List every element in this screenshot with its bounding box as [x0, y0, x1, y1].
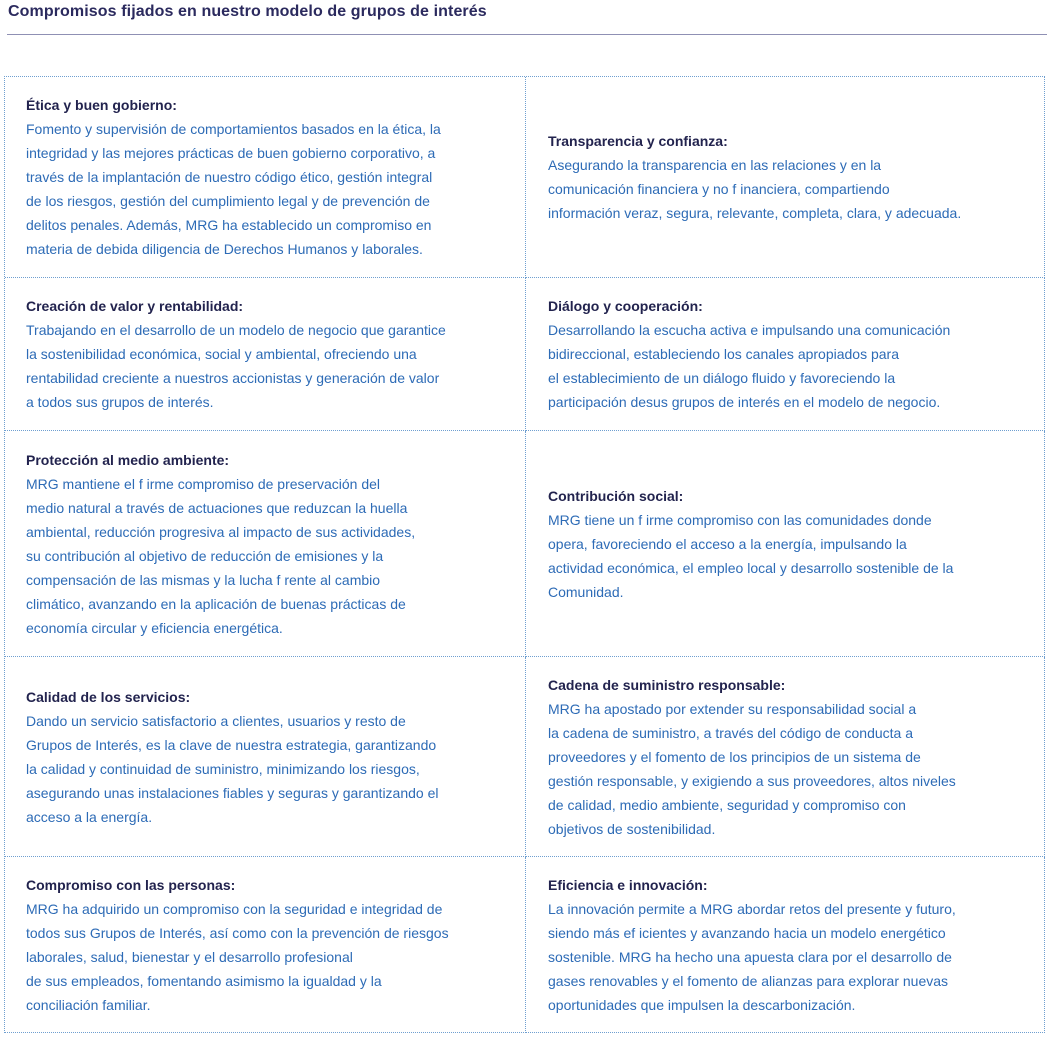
commitment-medio-ambiente: [5, 431, 526, 657]
commitments-grid: [4, 76, 1045, 1033]
commitment-text: MRG ha apostado por extender su responsabilidad social a la cadena de suministro, a través del código de conducta a proveedores y el fomento de los principios de un sistema de gestión responsable, y exigiendo a sus proveedores, altos niveles de calidad, medio ambiente, seguridad y compromiso con objetivos de sostenibilidad.: [548, 700, 956, 837]
commitment-cadena-suministro: [526, 657, 1045, 857]
commitment-heading: Transparencia y confianza:: [548, 133, 728, 149]
commitment-text: Trabajando en el desarrollo de un modelo de negocio que garantice la sostenibilidad económica, social y ambiental, ofreciendo una rentabilidad creciente a nuestros accionistas y generación de valor a todos sus grupos de interés.: [26, 322, 446, 410]
commitment-text: Asegurando la transparencia en las relaciones y en la comunicación financiera y no f inanciera, compartiendo información veraz, segura, relevante, completa, clara, y adecuada.: [548, 157, 962, 221]
commitment-heading: Cadena de suministro responsable:: [548, 676, 786, 693]
commitment-compromiso-personas: [5, 857, 526, 1033]
commitment-text: Fomento y supervisión de comportamientos basados en la ética, la integridad y las mejores prácticas de buen gobierno corporativo, a través de la implantación de nuestro código ético, gestión integral de los riesgos, gestión del cumplimiento legal y de prevención de delitos penales. Además, MRG ha establecido un compromiso en materia de debida diligencia de Derechos Humanos y laborales.: [26, 121, 441, 257]
commitment-text: Dando un servicio satisfactorio a clientes, usuarios y resto de Grupos de Interés, es la clave de nuestra estrategia, garantizando la calidad y continuidad de suministro, minimizando los riesgos, asegurando unas instalaciones fiables y seguras y garantizando el acceso a la energía.: [26, 712, 439, 825]
commitment-dialogo-cooperacion: [526, 278, 1045, 431]
commitment-text: La innovación permite a MRG abordar retos del presente y futuro, siendo más ef icientes y avanzando hacia un modelo energético sostenible. MRG ha hecho una apuesta clara por el desarrollo de gases renovables y el fomento de alianzas para explorar nuevas oportunidades que impulsen la descarbonización.: [548, 900, 956, 1013]
commitment-heading: Ética y buen gobierno:: [26, 97, 177, 113]
grid-row: [5, 657, 1045, 857]
commitment-heading: Calidad de los servicios:: [26, 688, 191, 705]
commitment-eficiencia-innovacion: [526, 857, 1045, 1033]
commitment-calidad-servicios: [5, 657, 526, 857]
commitment-text: MRG ha adquirido un compromiso con la seguridad e integridad de todos sus Grupos de Interés, así como con la prevención de riesgos laborales, salud, bienestar y el desarrollo profesional de sus empleados, fomentando asimismo la igualdad y la conciliación familiar.: [26, 900, 449, 1013]
commitment-etica-buen-gobierno: [5, 77, 526, 278]
commitment-heading: Eficiencia e innovación:: [548, 876, 708, 893]
commitment-text: Desarrollando la escucha activa e impulsando una comunicación bidireccional, estableciendo los canales apropiados para el establecimiento de un diálogo fluido y favoreciendo la participación desus grupos de interés en el modelo de negocio.: [548, 322, 951, 410]
commitment-text: MRG tiene un f irme compromiso con las comunidades donde opera, favoreciendo el acceso a la energía, impulsando la actividad económica, el empleo local y desarrollo sostenible de la Comunidad.: [548, 511, 954, 600]
commitment-creacion-valor: [5, 278, 526, 431]
title-divider: [7, 34, 1047, 35]
commitment-heading: Protección al medio ambiente:: [26, 451, 230, 468]
page-title: Compromisos fijados en nuestro modelo de grupos de interés: [8, 3, 487, 20]
grid-row: [5, 431, 1045, 657]
grid-row: [5, 278, 1045, 431]
commitment-heading: Diálogo y cooperación:: [548, 298, 703, 314]
commitment-heading: Creación de valor y rentabilidad:: [26, 298, 244, 314]
commitment-heading: Compromiso con las personas:: [26, 876, 236, 893]
grid-row: [5, 857, 1045, 1033]
commitment-transparencia-confianza: [526, 77, 1045, 278]
grid-row: [5, 77, 1045, 278]
commitment-text: MRG mantiene el f irme compromiso de preservación del medio natural a través de actuaciones que reduzcan la huella ambiental, reducción progresiva al impacto de sus actividades, su contribución al objetivo de reducción de emisiones y la compensación de las mismas y la lucha f rente al cambio climático, avanzando en la aplicación de buenas prácticas de economía circular y eficiencia energética.: [26, 475, 416, 636]
commitment-heading: Contribución social:: [548, 487, 684, 504]
commitment-contribucion-social: [526, 431, 1045, 657]
